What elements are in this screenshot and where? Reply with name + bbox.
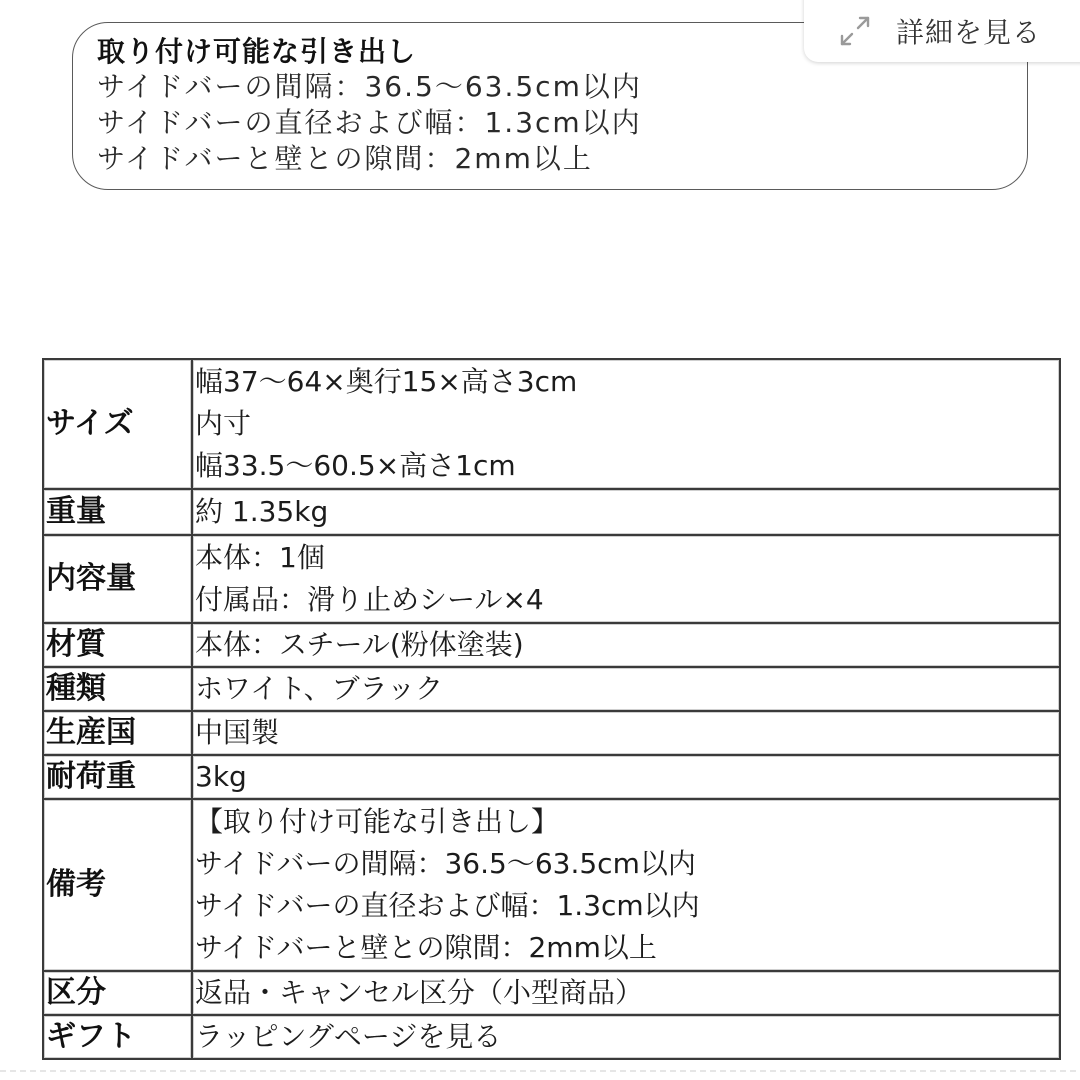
spec-label: 材質 <box>43 623 192 667</box>
spec-value <box>192 667 1060 711</box>
spec-label: サイズ <box>43 359 192 489</box>
bottom-divider <box>0 1070 1080 1072</box>
spec-value <box>192 359 1060 489</box>
spec-label: 区分 <box>43 971 192 1015</box>
spec-label: 重量 <box>43 489 192 535</box>
spec-value-line: 内寸 <box>195 407 252 440</box>
view-details-label: 詳細を見る <box>896 16 1042 49</box>
spec-value-line: 幅33.5〜60.5×高さ1cm <box>195 449 516 482</box>
spec-value <box>192 755 1060 799</box>
spec-row-size <box>43 359 1060 489</box>
spec-row-load <box>43 755 1060 799</box>
spec-row-variant <box>43 667 1060 711</box>
spec-value-line: 返品・キャンセル区分（小型商品） <box>195 976 644 1009</box>
spec-value-line: ホワイト、ブラック <box>195 672 444 705</box>
spec-label: 内容量 <box>43 535 192 623</box>
note-line-spacing: サイドバーの間隔：36.5〜63.5cm以内 <box>97 70 642 103</box>
spec-label: 備考 <box>43 799 192 971</box>
spec-value <box>192 1015 1060 1059</box>
spec-label: 耐荷重 <box>43 755 192 799</box>
spec-value <box>192 971 1060 1015</box>
spec-value <box>192 711 1060 755</box>
spec-value-line: サイドバーの間隔：36.5〜63.5cm以内 <box>195 847 696 880</box>
spec-row-material <box>43 623 1060 667</box>
spec-value-line: 幅37〜64×奥行15×高さ3cm <box>195 365 578 398</box>
spec-value-line: 付属品：滑り止めシール×4 <box>195 583 544 616</box>
spec-row-weight <box>43 489 1060 535</box>
spec-value <box>192 489 1060 535</box>
spec-value-line: サイドバーの直径および幅：1.3cm以内 <box>195 889 700 922</box>
spec-value-line: 本体：1個 <box>195 541 325 574</box>
note-line-diameter: サイドバーの直径および幅：1.3cm以内 <box>97 106 642 139</box>
product-spec-table <box>42 358 1061 1060</box>
spec-value-line: 約 1.35kg <box>195 495 329 528</box>
spec-value-line: サイドバーと壁との隙間：2mm以上 <box>195 931 657 964</box>
note-title: 取り付け可能な引き出し <box>97 35 417 68</box>
spec-value-line: 【取り付け可能な引き出し】 <box>195 805 560 838</box>
spec-row-origin <box>43 711 1060 755</box>
spec-row-contents <box>43 535 1060 623</box>
spec-row-notes <box>43 799 1060 971</box>
spec-row-category <box>43 971 1060 1015</box>
spec-label: ギフト <box>43 1015 192 1059</box>
spec-value <box>192 799 1060 971</box>
view-details-button[interactable] <box>804 0 1080 62</box>
wrapping-page-link[interactable]: ラッピングページを見る <box>195 1020 502 1053</box>
spec-label: 種類 <box>43 667 192 711</box>
spec-value-line: 本体：スチール(粉体塗装) <box>195 628 524 661</box>
note-line-gap: サイドバーと壁との隙間：2mm以上 <box>97 142 593 175</box>
spec-value <box>192 535 1060 623</box>
spec-row-gift <box>43 1015 1060 1059</box>
spec-value-line: 3kg <box>195 760 247 793</box>
spec-label: 生産国 <box>43 711 192 755</box>
spec-value-line: 中国製 <box>195 716 280 749</box>
expand-arrows-icon <box>838 14 872 48</box>
spec-value <box>192 623 1060 667</box>
